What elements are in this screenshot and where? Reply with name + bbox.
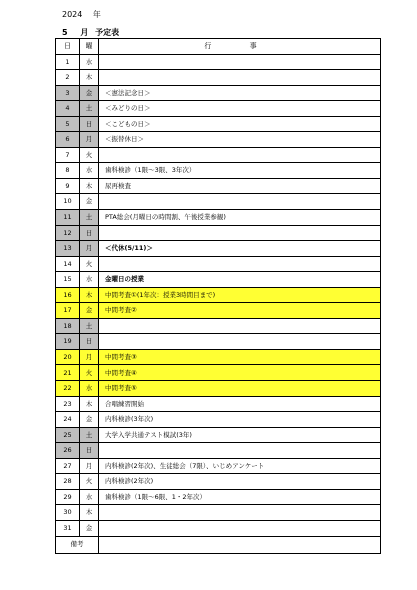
day-row [56, 194, 381, 210]
day-event: ＜代休(5/11)＞ [99, 241, 381, 257]
day-weekday: 日 [80, 334, 99, 350]
day-event: 金曜日の授業 [99, 272, 381, 288]
day-row [56, 85, 381, 101]
day-event: 中間考査③ [99, 349, 381, 365]
day-event [99, 443, 381, 459]
day-weekday: 日 [80, 225, 99, 241]
day-event: ＜みどりの日＞ [99, 101, 381, 117]
day-date: 1 [56, 54, 80, 70]
day-date: 25 [56, 427, 80, 443]
schedule-table-body [56, 39, 381, 554]
day-row [56, 287, 381, 303]
day-weekday: 木 [80, 396, 99, 412]
day-date: 13 [56, 241, 80, 257]
day-event: 中間考査①(1年次：授業3時間目まで) [99, 287, 381, 303]
day-date: 20 [56, 349, 80, 365]
day-event: 尿再検査 [99, 178, 381, 194]
day-weekday: 金 [80, 520, 99, 536]
day-event: ＜こどもの日＞ [99, 116, 381, 132]
day-event [99, 505, 381, 521]
day-date: 23 [56, 396, 80, 412]
day-row [56, 101, 381, 117]
table-header-row [56, 39, 381, 55]
day-weekday: 土 [80, 210, 99, 226]
day-row [56, 412, 381, 428]
day-row [56, 163, 381, 179]
day-row [56, 54, 381, 70]
day-date: 19 [56, 334, 80, 350]
day-weekday: 木 [80, 505, 99, 521]
day-date: 4 [56, 101, 80, 117]
day-row [56, 178, 381, 194]
day-event [99, 54, 381, 70]
day-date: 31 [56, 520, 80, 536]
day-event: 歯科検診（1限～3限、3年次） [99, 163, 381, 179]
year-heading [62, 9, 101, 20]
day-date: 28 [56, 474, 80, 490]
day-date: 3 [56, 85, 80, 101]
document-title: 予定表 [95, 28, 120, 37]
day-weekday: 土 [80, 101, 99, 117]
day-date: 29 [56, 489, 80, 505]
day-date: 22 [56, 381, 80, 397]
day-event [99, 147, 381, 163]
day-row [56, 210, 381, 226]
day-date: 26 [56, 443, 80, 459]
day-date: 9 [56, 178, 80, 194]
day-date: 24 [56, 412, 80, 428]
day-row [56, 225, 381, 241]
header-weekday: 曜 [80, 39, 99, 55]
day-row [56, 334, 381, 350]
day-weekday: 月 [80, 349, 99, 365]
day-event: ＜振替休日＞ [99, 132, 381, 148]
day-date: 7 [56, 147, 80, 163]
day-row [56, 116, 381, 132]
day-row [56, 458, 381, 474]
day-weekday: 木 [80, 287, 99, 303]
header-event: 行 事 [99, 39, 381, 55]
day-event: 中間考査⑤ [99, 381, 381, 397]
day-row [56, 520, 381, 536]
day-event [99, 318, 381, 334]
day-weekday: 金 [80, 412, 99, 428]
day-weekday: 火 [80, 256, 99, 272]
day-weekday: 木 [80, 178, 99, 194]
day-date: 12 [56, 225, 80, 241]
day-date: 17 [56, 303, 80, 319]
day-weekday: 月 [80, 458, 99, 474]
day-weekday: 日 [80, 116, 99, 132]
day-weekday: 水 [80, 272, 99, 288]
day-event: 内科検診(2年次) [99, 474, 381, 490]
day-weekday: 土 [80, 318, 99, 334]
day-weekday: 月 [80, 132, 99, 148]
day-date: 14 [56, 256, 80, 272]
day-date: 30 [56, 505, 80, 521]
day-event: 中間考査② [99, 303, 381, 319]
day-row [56, 318, 381, 334]
header-date: 日 [56, 39, 80, 55]
year-value: 2024 [62, 10, 83, 19]
day-date: 21 [56, 365, 80, 381]
day-event [99, 256, 381, 272]
day-row [56, 505, 381, 521]
day-row [56, 132, 381, 148]
month-heading [62, 27, 119, 38]
day-event: PTA総会(月曜日の時間割、午後授業参観) [99, 210, 381, 226]
day-row [56, 474, 381, 490]
day-row [56, 396, 381, 412]
day-date: 27 [56, 458, 80, 474]
day-row [56, 381, 381, 397]
schedule-table [55, 38, 381, 554]
day-weekday: 日 [80, 443, 99, 459]
day-event: 大学入学共通テスト模試(3年) [99, 427, 381, 443]
day-row [56, 489, 381, 505]
day-event [99, 70, 381, 86]
day-row [56, 443, 381, 459]
day-weekday: 水 [80, 381, 99, 397]
day-row [56, 256, 381, 272]
day-date: 10 [56, 194, 80, 210]
day-date: 11 [56, 210, 80, 226]
day-row [56, 147, 381, 163]
day-weekday: 火 [80, 365, 99, 381]
month-value: 5 [62, 28, 68, 37]
day-weekday: 金 [80, 194, 99, 210]
day-event: 内科検診(3年次) [99, 412, 381, 428]
day-date: 16 [56, 287, 80, 303]
day-event: ＜憲法記念日＞ [99, 85, 381, 101]
day-row [56, 272, 381, 288]
day-weekday: 水 [80, 489, 99, 505]
notes-label: 備考 [56, 536, 99, 553]
day-weekday: 金 [80, 303, 99, 319]
day-row [56, 241, 381, 257]
day-event [99, 225, 381, 241]
day-date: 5 [56, 116, 80, 132]
year-suffix: 年 [92, 10, 101, 19]
day-event [99, 194, 381, 210]
month-suffix: 月 [80, 28, 89, 37]
day-event: 中間考査④ [99, 365, 381, 381]
day-row [56, 349, 381, 365]
day-date: 18 [56, 318, 80, 334]
day-weekday: 水 [80, 54, 99, 70]
day-event: 歯科検診（1限～6限、1・2年次） [99, 489, 381, 505]
day-event: 合唱練習開始 [99, 396, 381, 412]
day-date: 2 [56, 70, 80, 86]
day-row [56, 365, 381, 381]
day-date: 6 [56, 132, 80, 148]
day-row [56, 303, 381, 319]
day-date: 15 [56, 272, 80, 288]
day-row [56, 427, 381, 443]
day-row [56, 70, 381, 86]
notes-row [56, 536, 381, 553]
day-weekday: 月 [80, 241, 99, 257]
day-weekday: 木 [80, 70, 99, 86]
day-event [99, 520, 381, 536]
day-event [99, 334, 381, 350]
day-weekday: 金 [80, 85, 99, 101]
day-weekday: 火 [80, 147, 99, 163]
day-event: 内科検診(2年次)、生徒総会（7限）、いじめアンケート [99, 458, 381, 474]
day-date: 8 [56, 163, 80, 179]
day-weekday: 土 [80, 427, 99, 443]
notes-field [99, 536, 381, 553]
day-weekday: 火 [80, 474, 99, 490]
day-weekday: 水 [80, 163, 99, 179]
